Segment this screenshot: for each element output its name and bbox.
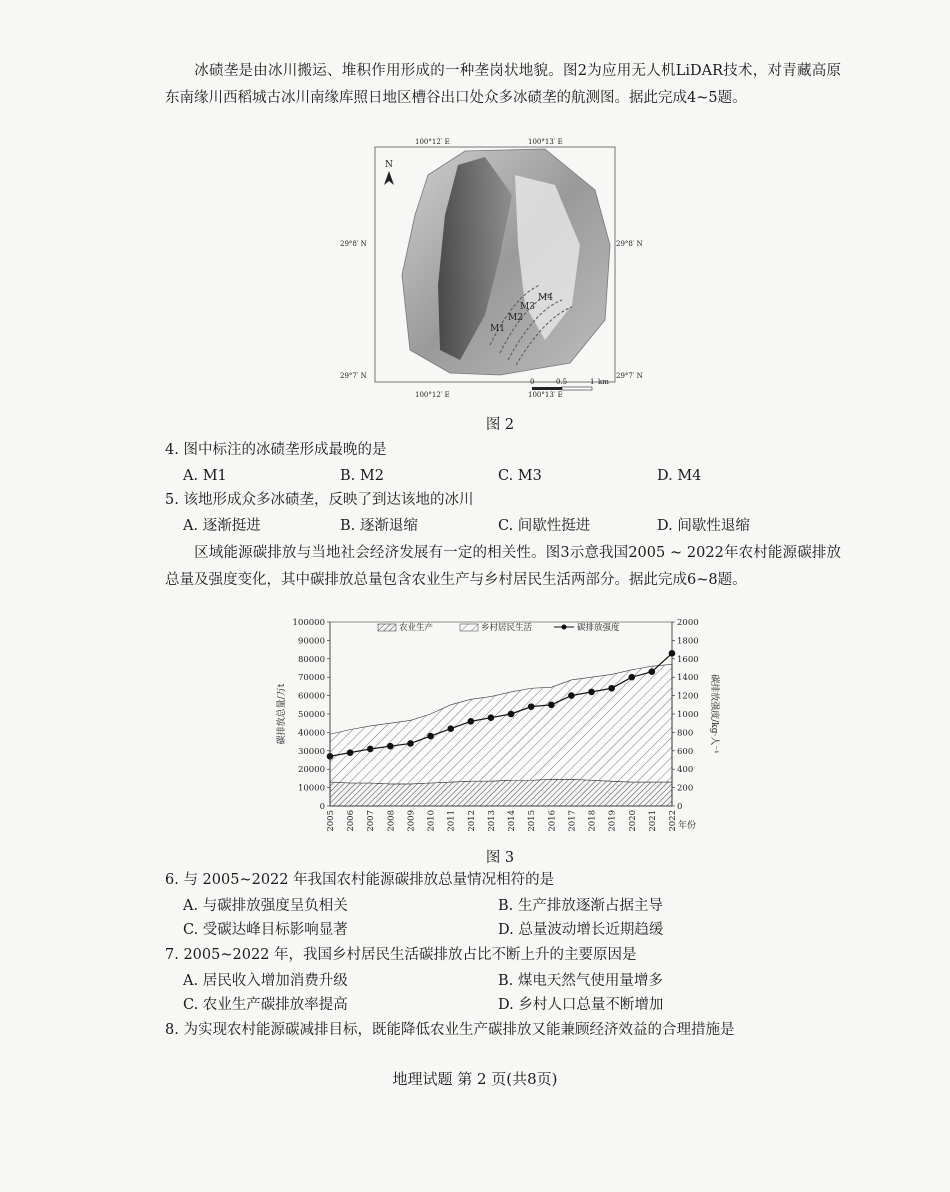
label-m2: M2	[508, 313, 523, 323]
label-m3: M3	[520, 302, 535, 312]
q5-option-c[interactable]: C. 间歇性挺进	[498, 518, 591, 534]
q7-option-a[interactable]: A. 居民收入增加消费升级	[183, 973, 348, 989]
y-right-tick-label: 1400	[677, 673, 699, 684]
lon-bottom-right: 100°13′ E	[528, 391, 563, 399]
intensity-point	[347, 749, 354, 756]
x-tick-label: 2005	[326, 810, 336, 832]
lat-right-bottom: 29°7′ N	[616, 372, 643, 380]
q6-option-c[interactable]: C. 受碳达峰目标影响显著	[183, 922, 348, 938]
intro-paragraph-1	[165, 58, 841, 112]
q4-option-b[interactable]: B. M2	[340, 468, 384, 484]
x-tick-label: 2020	[627, 810, 638, 832]
x-tick-label: 2015	[527, 810, 538, 832]
x-tick-label: 2009	[406, 810, 417, 832]
x-tick-label: 2008	[386, 810, 397, 832]
y-left-tick-label: 60000	[297, 691, 325, 702]
intensity-point	[407, 740, 414, 747]
lon-bottom-left: 100°12′ E	[415, 391, 450, 399]
x-tick-label: 2021	[647, 810, 658, 832]
y-right-tick-label: 400	[677, 765, 694, 776]
scale-bar	[530, 378, 609, 390]
lon-top-right: 100°13′ E	[528, 138, 563, 146]
intensity-point	[387, 743, 394, 750]
legend-marker-intensity	[562, 625, 567, 630]
y-left-tick-label: 90000	[297, 636, 325, 647]
intro-paragraph-2	[165, 540, 841, 594]
x-tick-label: 2012	[466, 810, 477, 832]
question-6-stem: 6. 与 2005~2022 年我国农村能源碳排放总量情况相符的是	[165, 872, 555, 888]
intensity-point	[427, 733, 434, 740]
intensity-point	[588, 689, 595, 696]
lat-left-top: 29°8′ N	[340, 240, 367, 248]
q7-option-d[interactable]: D. 乡村人口总量不断增加	[498, 997, 664, 1013]
q4-option-d[interactable]: D. M4	[657, 468, 702, 484]
y-right-tick-label: 1600	[677, 654, 699, 665]
figure-3-caption: 图 3	[485, 850, 515, 866]
y-left-tick-label: 0	[319, 802, 325, 812]
x-tick-label: 2013	[486, 810, 497, 832]
question-4-stem: 4. 图中标注的冰碛垄形成最晚的是	[165, 442, 387, 458]
y-right-axis-label: 碳排放强度/kg·人⁻¹	[709, 674, 719, 754]
y-left-tick-label: 10000	[297, 783, 325, 794]
intensity-point	[468, 718, 475, 725]
y-right-tick-label: 0	[677, 802, 683, 812]
figure-2-caption: 图 2	[485, 417, 515, 433]
intensity-point	[508, 711, 515, 718]
question-8-stem: 8. 为实现农村能源碳减排目标，既能降低农业生产碳排放又能兼顾经济效益的合理措施是	[165, 1022, 735, 1038]
intensity-point	[669, 650, 676, 657]
lon-top-left: 100°12′ E	[415, 138, 450, 146]
q4-option-c[interactable]: C. M3	[498, 468, 542, 484]
y-left-tick-label: 100000	[292, 618, 325, 628]
q7-option-b[interactable]: B. 煤电天然气使用量增多	[498, 973, 663, 989]
legend-swatch-rural-life	[460, 624, 478, 631]
y-right-tick-label: 2000	[677, 618, 699, 628]
figure-2-map	[340, 135, 643, 405]
x-tick-label: 2018	[587, 810, 598, 832]
label-m4: M4	[538, 293, 553, 303]
svg-text:km: km	[598, 378, 609, 386]
svg-text:0.5: 0.5	[556, 378, 568, 386]
x-tick-label: 2019	[607, 810, 618, 832]
intro-2-text: 区域能源碳排放与当地社会经济发展有一定的相关性。图3示意我国2005 ~ 2022年农村能源碳排放总量及强度变化，其中碳排放总量包含农业生产与乡村居民生活两部分。据此完成6~8题。	[165, 545, 841, 588]
y-right-tick-label: 600	[677, 746, 694, 757]
q6-option-d[interactable]: D. 总量波动增长近期趋缓	[498, 922, 664, 938]
x-tick-label: 2016	[547, 810, 558, 832]
q6-option-b[interactable]: B. 生产排放逐渐占据主导	[498, 898, 663, 914]
intensity-point	[628, 674, 635, 681]
x-tick-label: 2006	[346, 810, 357, 832]
page-footer: 地理试题 第 2 页(共8页)	[392, 1070, 558, 1088]
x-tick-label: 2022	[668, 810, 678, 832]
y-left-tick-label: 80000	[297, 654, 325, 665]
legend-label-rural-life: 乡村居民生活	[481, 623, 533, 633]
q7-option-c[interactable]: C. 农业生产碳排放率提高	[183, 997, 348, 1013]
question-5-stem: 5. 该地形成众多冰碛垄，反映了到达该地的冰川	[165, 492, 474, 508]
y-right-tick-label: 800	[677, 728, 694, 739]
y-right-tick-label: 1800	[677, 636, 699, 647]
north-arrow-icon	[384, 160, 394, 185]
legend-label-intensity: 碳排放强度	[577, 623, 620, 633]
x-tick-label: 2011	[446, 810, 457, 832]
intensity-point	[528, 703, 535, 710]
intro-1-text: 冰碛垄是由冰川搬运、堆积作用形成的一种垄岗状地貌。图2为应用无人机LiDAR技术，对青藏高原东南缘川西稻城古冰川南缘库照日地区槽谷出口处众多冰碛垄的航测图。据此完成4~5题。	[165, 63, 841, 106]
y-right-tick-label: 1200	[677, 691, 699, 702]
intensity-point	[447, 725, 454, 732]
question-7-stem: 7. 2005~2022 年，我国乡村居民生活碳排放占比不断上升的主要原因是	[165, 947, 637, 963]
q5-option-d[interactable]: D. 间歇性退缩	[657, 518, 750, 534]
y-right-tick-label: 200	[677, 783, 694, 794]
svg-text:1: 1	[590, 378, 595, 386]
intensity-point	[327, 753, 334, 760]
q5-option-b[interactable]: B. 逐渐退缩	[340, 518, 418, 534]
terrain-relief	[402, 149, 610, 375]
intensity-point	[608, 685, 615, 692]
y-left-tick-label: 30000	[297, 746, 325, 757]
x-tick-label: 2017	[567, 810, 578, 832]
svg-text:0: 0	[530, 378, 535, 386]
y-left-tick-label: 70000	[297, 673, 325, 684]
svg-text:N: N	[385, 160, 393, 170]
label-m1: M1	[490, 324, 505, 334]
intensity-point	[568, 692, 575, 699]
x-axis-label: 年份	[678, 821, 697, 831]
legend-swatch-agriculture	[378, 624, 396, 631]
y-left-tick-label: 40000	[297, 728, 325, 739]
lat-left-bottom: 29°7′ N	[340, 372, 367, 380]
y-left-axis-label: 碳排放总量/万t	[277, 683, 287, 745]
y-left-tick-label: 50000	[297, 710, 325, 720]
q4-option-a[interactable]: A. M1	[183, 468, 227, 484]
x-tick-label: 2010	[426, 810, 437, 832]
lat-right-top: 29°8′ N	[616, 240, 643, 248]
q5-option-a[interactable]: A. 逐渐挺进	[183, 518, 261, 534]
intensity-point	[548, 702, 555, 709]
x-tick-label: 2007	[366, 810, 377, 832]
figure-3-chart	[272, 612, 722, 847]
q6-option-a[interactable]: A. 与碳排放强度呈负相关	[183, 898, 348, 914]
intensity-point	[367, 746, 374, 753]
y-left-tick-label: 20000	[297, 765, 325, 776]
intensity-point	[488, 714, 495, 721]
x-tick-label: 2014	[507, 810, 518, 832]
area-rural-life	[330, 664, 672, 784]
intensity-point	[649, 668, 656, 675]
legend-label-agriculture: 农业生产	[399, 623, 434, 633]
y-right-tick-label: 1000	[677, 710, 699, 720]
